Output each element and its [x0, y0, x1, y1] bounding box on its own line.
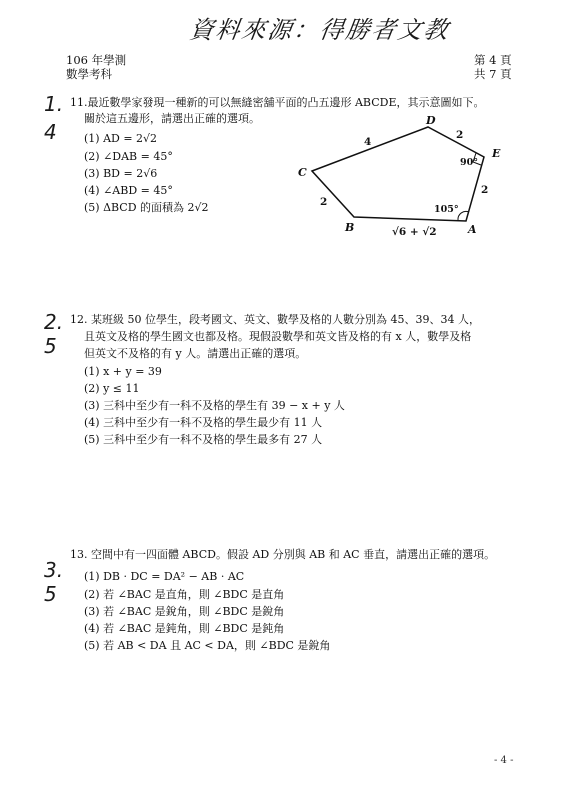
q13-option-5: (5) 若 AB < DA 且 AC < DA，則 ∠BDC 是銳角 [84, 639, 331, 652]
q11-stem-line1: 11.最近數學家發現一種新的可以無縫密舖平面的凸五邊形 ABCDE，其示意圖如下。 [70, 96, 485, 109]
vertex-label-a: A [468, 223, 477, 236]
q11-stem-line2: 關於這五邊形，請選出正確的選項。 [84, 112, 260, 125]
header-subject: 數學考科 [66, 67, 112, 81]
q12-option-1: (1) x + y = 39 [84, 365, 162, 378]
q12-option-4: (4) 三科中至少有一科不及格的學生最少有 11 人 [84, 416, 323, 429]
header-total-pages: 共 7 頁 [474, 67, 512, 81]
side-label-ea: 2 [481, 184, 489, 196]
q11-option-1: (1) AD = 2√2 [84, 132, 158, 145]
q12-stem-line2: 且英文及格的學生國文也都及格。現假設數學和英文皆及格的有 x 人，數學及格 [84, 330, 472, 343]
vertex-label-d: D [426, 115, 436, 127]
side-label-bc: 2 [320, 196, 328, 208]
q11-option-2: (2) ∠DAB = 45° [84, 150, 173, 163]
angle-label-e: 90° [460, 157, 478, 168]
q13-handwritten-answer: 5 [44, 582, 57, 606]
q13-handwritten-number: 3. [44, 558, 64, 582]
angle-label-a: 105° [434, 204, 459, 215]
vertex-label-c: C [298, 166, 307, 179]
q12-stem-line3: 但英文不及格的有 y 人。請選出正確的選項。 [84, 347, 307, 360]
header-page: 第 4 頁 [474, 53, 512, 67]
q11-handwritten-answer: 4 [44, 120, 57, 144]
header-exam-year: 106 年學測 [66, 53, 127, 67]
q12-handwritten-number: 2. [44, 310, 64, 334]
q13-option-1: (1) DB · DC = DA² − AB · AC [84, 570, 245, 583]
footer-page-number: - 4 - [494, 755, 514, 766]
q12-handwritten-answer: 5 [44, 334, 57, 358]
q12-option-3: (3) 三科中至少有一科不及格的學生有 39 − x + y 人 [84, 399, 345, 412]
q13-option-4: (4) 若 ∠BAC 是鈍角，則 ∠BDC 是鈍角 [84, 622, 285, 635]
q11-option-5: (5) ΔBCD 的面積為 2√2 [84, 201, 209, 214]
side-label-ab: √6 + √2 [392, 226, 437, 238]
q13-option-3: (3) 若 ∠BAC 是銳角，則 ∠BDC 是銳角 [84, 605, 285, 618]
q12-option-5: (5) 三科中至少有一科不及格的學生最多有 27 人 [84, 433, 323, 446]
q11-handwritten-number: 1. [44, 92, 64, 116]
q11-option-3: (3) BD = 2√6 [84, 167, 158, 180]
q13-stem-line1: 13. 空間中有一四面體 ABCD。假設 AD 分別與 AB 和 AC 垂直，請選出正確的選項。 [70, 548, 496, 561]
q11-option-4: (4) ∠ABD = 45° [84, 184, 173, 197]
pentagon-figure [290, 115, 530, 245]
q12-stem-line1: 12. 某班級 50 位學生，段考國文、英文、數學及格的人數分別為 45、39、34 人， [70, 313, 480, 326]
q12-option-2: (2) y ≤ 11 [84, 382, 140, 395]
q13-option-2: (2) 若 ∠BAC 是直角，則 ∠BDC 是直角 [84, 588, 285, 601]
side-label-cd: 4 [364, 136, 372, 148]
source-title: 資料來源：得勝者文教 [187, 16, 452, 44]
vertex-label-e: E [492, 147, 501, 160]
side-label-de: 2 [456, 129, 464, 141]
vertex-label-b: B [345, 221, 355, 234]
